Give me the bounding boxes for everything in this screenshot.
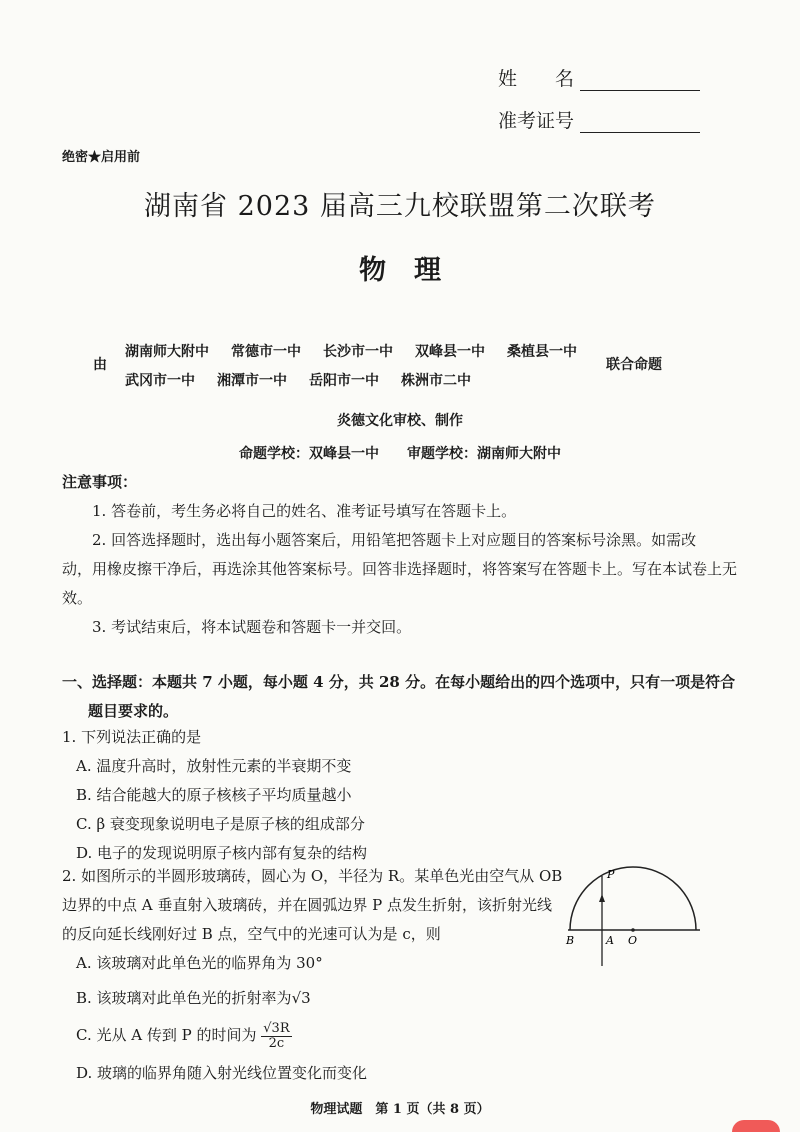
question-2-stem-line-1: 2. 如图所示的半圆形玻璃砖，圆心为 O，半径为 R。某单色光由空气从 OB: [62, 867, 563, 885]
question-2-option-b-text: B. 该玻璃对此单色光的折射率为: [76, 989, 292, 1007]
label-p: P: [607, 868, 615, 881]
section-1-line-2: 题目要求的。: [88, 702, 179, 720]
note-2-line-2: 动，用橡皮擦干净后，再选涂其他答案标号。回答非选择题时，将答案写在答题卡上。写在本试卷上无: [62, 560, 738, 578]
question-1-option-d[interactable]: D. 电子的发现说明原子核内部有复杂的结构: [76, 844, 368, 862]
exam-title: 湖南省 2023 届高三九校联盟第二次联考: [144, 191, 656, 222]
question-1-option-b[interactable]: B. 结合能越大的原子核核子平均质量越小: [76, 786, 352, 804]
secret-mark: 绝密★启用前: [62, 150, 141, 165]
fraction-numerator: √3R: [263, 1020, 290, 1036]
time-fraction: [261, 1022, 291, 1051]
school-name: 常德市一中: [231, 344, 301, 360]
school-name: 湖南师大附中: [125, 344, 209, 360]
maker-line: 炎德文化审校、制作: [337, 413, 463, 429]
section-1-line-1: 一、选择题：本题共 7 小题，每小题 4 分，共 28 分。在每小题给出的四个选项中，只有一项是符合: [62, 673, 736, 691]
name-label: 姓 名: [498, 68, 575, 90]
name-blank-line[interactable]: [580, 68, 700, 91]
center-point: [631, 928, 635, 932]
question-1-stem: 1. 下列说法正确的是: [62, 728, 202, 746]
exam-id-label: 准考证号: [498, 110, 575, 132]
question-2-stem-line-2: 边界的中点 A 垂直射入玻璃砖，并在圆弧边界 P 点发生折射，该折射光线: [62, 896, 553, 914]
fraction-denominator: 2c: [268, 1035, 285, 1051]
semicircle-glass-diagram: [560, 858, 710, 968]
section-1-heading: [62, 668, 762, 726]
question-2-option-c-text: C. 光从 A 传到 P 的时间为: [76, 1026, 257, 1044]
notes-heading: 注意事项：: [62, 473, 138, 491]
ray-arrow-icon: [599, 894, 605, 902]
schools-row-2: [125, 370, 493, 390]
label-o: O: [628, 934, 638, 947]
schools-prefix: 由: [93, 357, 107, 373]
question-2-option-a[interactable]: A. 该玻璃对此单色光的临界角为 30°: [76, 954, 323, 972]
school-name: 桑植县一中: [507, 344, 577, 360]
label-a: A: [606, 934, 614, 947]
question-2-option-c[interactable]: [62, 1021, 602, 1051]
subject-title: 物理: [359, 255, 469, 286]
school-name: 湘潭市一中: [217, 373, 287, 389]
note-2-line-3: 效。: [62, 589, 93, 607]
name-field: [498, 64, 700, 91]
note-2-line-1: 2. 回答选择题时，选出每小题答案后，用铅笔把答题卡上对应题目的答案标号涂黑。如需改: [92, 531, 697, 549]
question-1-option-a[interactable]: A. 温度升高时，放射性元素的半衰期不变: [76, 757, 352, 775]
question-1: [62, 723, 662, 868]
question-2: [62, 862, 602, 1088]
arc-boundary: [570, 867, 696, 930]
question-2-option-b[interactable]: [62, 984, 602, 1013]
schools-row-1: [125, 341, 599, 361]
exam-id-blank-line[interactable]: [580, 110, 700, 133]
note-3: 3. 考试结束后，将本试题卷和答题卡一并交回。: [92, 618, 412, 636]
sqrt3-value: √3: [291, 989, 311, 1007]
page-footer: 物理试题 第 1 页（共 8 页）: [310, 1102, 490, 1117]
corner-badge: [732, 1120, 780, 1132]
label-b: B: [566, 934, 575, 947]
school-name: 武冈市一中: [125, 373, 195, 389]
school-name: 岳阳市一中: [309, 373, 379, 389]
school-name: 长沙市一中: [323, 344, 393, 360]
schools-suffix: 联合命题: [606, 357, 662, 373]
notes-block: [62, 468, 752, 642]
question-1-option-c[interactable]: C. β 衰变现象说明电子是原子核的组成部分: [76, 815, 365, 833]
proposers-line: 命题学校：双峰县一中 审题学校：湖南师大附中: [239, 446, 561, 462]
school-name: 双峰县一中: [415, 344, 485, 360]
question-2-stem-line-3: 的反向延长线刚好过 B 点，空气中的光速可认为是 c，则: [62, 925, 441, 943]
question-2-option-d[interactable]: D. 玻璃的临界角随入射光线位置变化而变化: [76, 1063, 368, 1082]
note-1: 1. 答卷前，考生务必将自己的姓名、准考证号填写在答题卡上。: [92, 502, 517, 520]
school-name: 株洲市二中: [401, 373, 471, 389]
exam-id-field: [498, 106, 700, 133]
